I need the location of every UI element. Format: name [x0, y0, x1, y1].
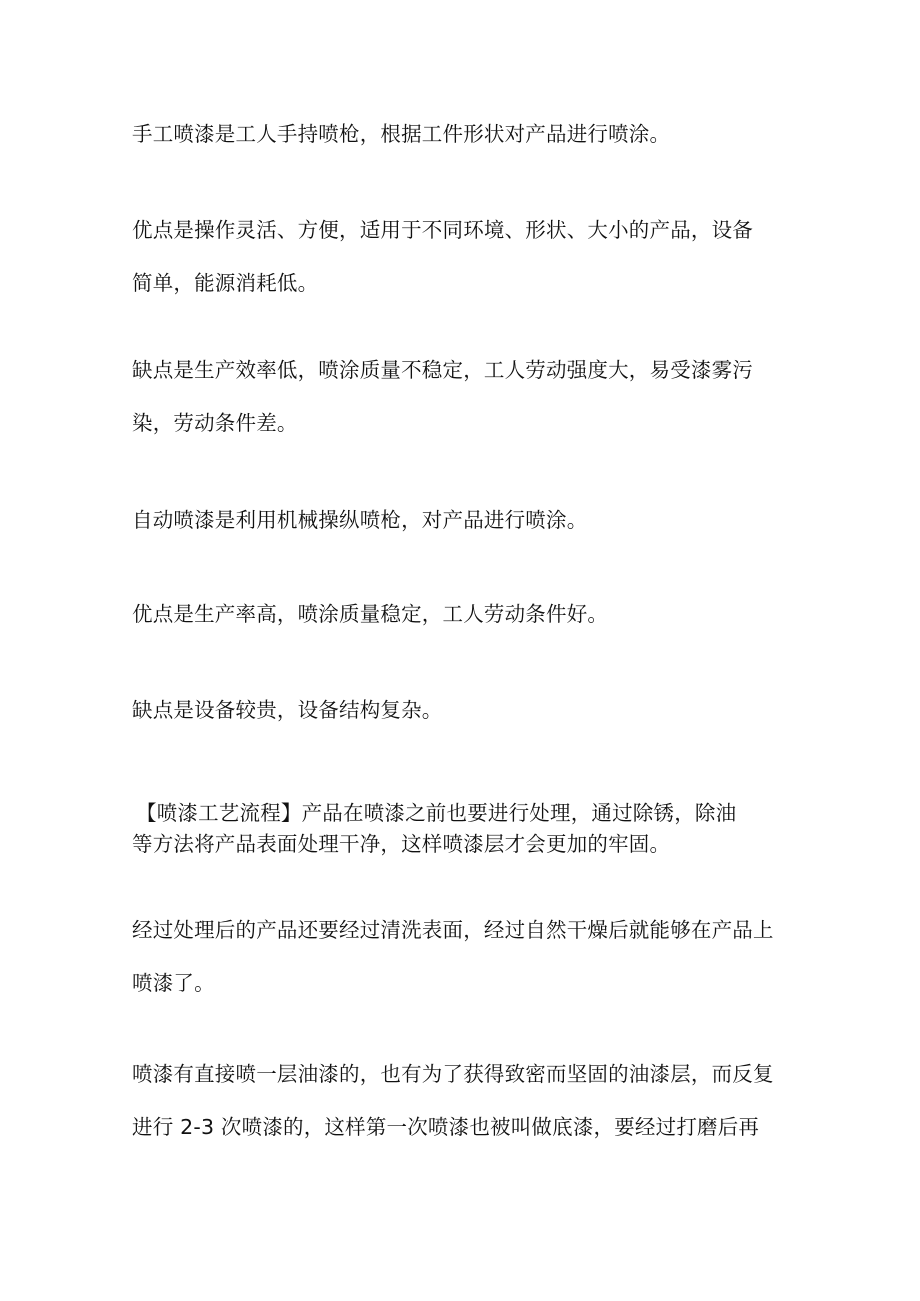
text-line: 【喷漆工艺流程】产品在喷漆之前也要进行处理，通过除锈，除油 — [136, 801, 737, 825]
text-line: 手工喷漆是工人手持喷枪，根据工件形状对产品进行喷涂。 — [132, 122, 671, 146]
text-line: 喷漆了。 — [132, 971, 215, 995]
text-line: 喷漆有直接喷一层油漆的，也有为了获得致密而坚固的油漆层，而反复 — [132, 1062, 774, 1086]
paragraph-process-flow — [132, 799, 802, 858]
paragraph-manual-advantages — [132, 216, 802, 297]
text-line: 染，劳动条件差。 — [132, 411, 298, 435]
text-line: 优点是操作灵活、方便，适用于不同环境、形状、大小的产品，设备 — [132, 218, 753, 242]
text-line: 简单，能源消耗低。 — [132, 271, 319, 295]
text-line: 缺点是设备较贵，设备结构复杂。 — [132, 698, 443, 722]
paragraph-cleaning-drying — [132, 916, 802, 997]
paragraph-coating-layers — [132, 1060, 802, 1141]
paragraph-manual-disadvantages — [132, 356, 802, 437]
paragraph-automatic-spraying — [132, 506, 802, 534]
text-line: 缺点是生产效率低，喷涂质量不稳定，工人劳动强度大，易受漆雾污 — [132, 358, 753, 382]
text-line: 经过处理后的产品还要经过清洗表面，经过自然干燥后就能够在产品上 — [132, 918, 774, 942]
text-line: 等方法将产品表面处理干净，这样喷漆层才会更加的牢固。 — [132, 832, 671, 856]
paragraph-automatic-disadvantages — [132, 696, 802, 724]
text-line: 优点是生产率高，喷涂质量稳定，工人劳动条件好。 — [132, 602, 609, 626]
paragraph-manual-spraying — [132, 120, 802, 148]
paragraph-automatic-advantages — [132, 600, 802, 628]
text-line: 自动喷漆是利用机械操纵喷枪，对产品进行喷涂。 — [132, 508, 588, 532]
text-line: 进行 2-3 次喷漆的，这样第一次喷漆也被叫做底漆，要经过打磨后再 — [132, 1115, 760, 1139]
